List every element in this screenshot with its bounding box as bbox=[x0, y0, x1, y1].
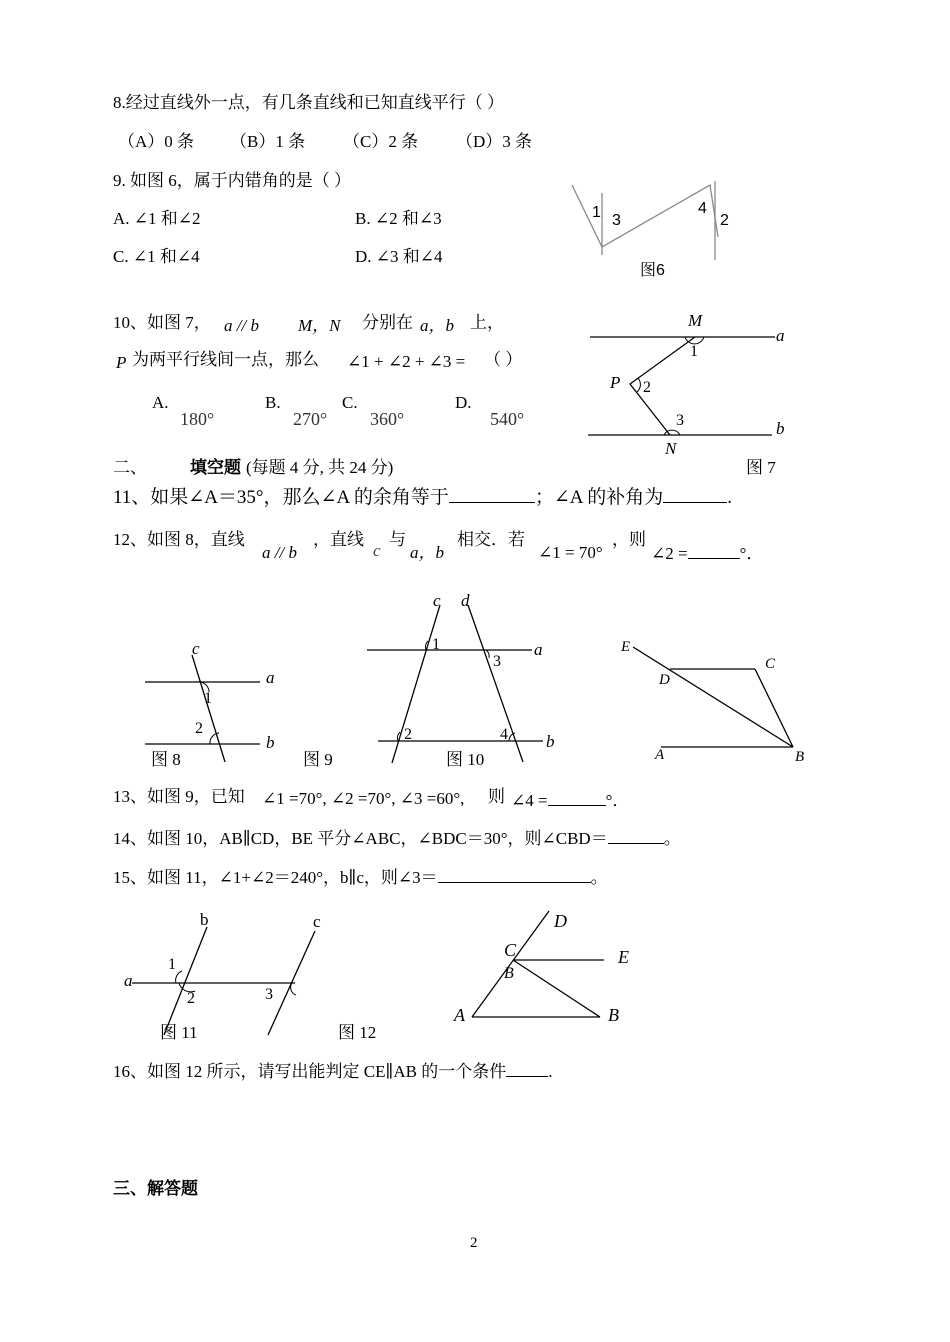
q11: 11、如果∠A＝35°，那么∠A 的余角等于 ；∠A 的补角为 . bbox=[113, 487, 732, 508]
figure-6 bbox=[560, 175, 760, 285]
fig9-a: a bbox=[534, 640, 543, 659]
q10-text1-end: 上， bbox=[470, 313, 504, 332]
fig9-caption: 图 9 bbox=[303, 750, 333, 769]
q11-blank-2[interactable] bbox=[663, 486, 727, 503]
q10-p: P bbox=[116, 353, 127, 372]
fig9-d: d bbox=[461, 591, 470, 610]
fig11-c: c bbox=[313, 912, 321, 931]
fig8-2: 2 bbox=[195, 720, 203, 737]
fig9-2: 2 bbox=[404, 726, 412, 743]
fig6-caption: 图6 bbox=[640, 262, 665, 279]
q8-option-b: （B）1 条 bbox=[230, 132, 306, 151]
figure-9 bbox=[300, 590, 565, 775]
fig7-caption: 图 7 bbox=[746, 458, 776, 477]
fig11-caption: 图 11 bbox=[160, 1023, 198, 1042]
fig10-C: C bbox=[765, 656, 776, 672]
fig6-label-2: 2 bbox=[720, 212, 729, 229]
fig12-caption: 图 12 bbox=[338, 1023, 377, 1042]
q10-option-b: B. bbox=[265, 393, 281, 412]
fig7-b: b bbox=[776, 419, 785, 438]
q9-option-c: C. ∠1 和∠4 bbox=[113, 247, 200, 266]
fig7-3: 3 bbox=[676, 412, 684, 429]
section3-title: 三、解答题 bbox=[113, 1179, 198, 1198]
fig9-b: b bbox=[546, 732, 555, 751]
page-number: 2 bbox=[470, 1235, 478, 1251]
fig8-a: a bbox=[266, 668, 275, 687]
fig11-1: 1 bbox=[168, 956, 176, 973]
q16: 16、如图 12 所示，请写出能判定 CE∥AB 的一个条件 . bbox=[113, 1062, 553, 1081]
fig7-M: M bbox=[688, 311, 703, 330]
fig12-B: B bbox=[608, 1005, 619, 1025]
fig10-B: B bbox=[795, 749, 805, 765]
q13-angle4: ∠4 = °． bbox=[511, 791, 630, 810]
q14: 14、如图 10，AB∥CD，BE 平分∠ABC，∠BDC＝30°，则∠CBD＝ 。 bbox=[113, 829, 681, 848]
q10-value-b: 270° bbox=[293, 409, 328, 429]
q8-stem: 8.经过直线外一点，有几条直线和已知直线平行（ ） bbox=[113, 93, 504, 112]
q15-blank[interactable] bbox=[438, 866, 591, 883]
fig9-c: c bbox=[433, 591, 441, 610]
q8-option-d: （D）3 条 bbox=[456, 132, 533, 151]
fig11-b: b bbox=[200, 910, 209, 929]
q10-paren: （ ） bbox=[484, 350, 523, 369]
q14-blank[interactable] bbox=[608, 827, 664, 844]
fig8-1: 1 bbox=[204, 690, 212, 707]
figure-11 bbox=[120, 905, 340, 1045]
q10-prefix: 10、如图 7， bbox=[113, 313, 211, 332]
q10-value-d: 540° bbox=[490, 409, 525, 429]
fig11-2: 2 bbox=[187, 990, 195, 1007]
q10-option-d: D. bbox=[455, 393, 472, 412]
fig12-C: C bbox=[504, 940, 517, 960]
fig12-D: D bbox=[554, 911, 567, 931]
section2-num: 二、 bbox=[113, 458, 147, 477]
fig9-3: 3 bbox=[493, 653, 501, 670]
fig6-label-1: 1 bbox=[592, 204, 601, 221]
fig7-P: P bbox=[610, 373, 621, 392]
fig8-b: b bbox=[266, 733, 275, 752]
q12-prefix: 12、如图 8，直线 bbox=[113, 530, 245, 549]
q10-text1: 分别在 bbox=[362, 313, 413, 332]
q10-expr: ∠1 + ∠2 + ∠3 = bbox=[347, 352, 466, 371]
fig7-a: a bbox=[776, 326, 785, 345]
fig8-caption: 图 8 bbox=[151, 750, 181, 769]
q12-parallel: a // b bbox=[262, 543, 297, 562]
figure-12 bbox=[448, 905, 643, 1030]
q12-c: c bbox=[373, 541, 381, 560]
q10-option-c: C. bbox=[342, 393, 358, 412]
q10-text2: 为两平行线间一点，那么 bbox=[132, 350, 319, 369]
fig6-label-4: 4 bbox=[698, 200, 707, 217]
q16-blank[interactable] bbox=[506, 1060, 548, 1077]
q10-value-a: 180° bbox=[180, 409, 215, 429]
fig11-3: 3 bbox=[265, 986, 273, 1003]
fig8-c: c bbox=[192, 639, 200, 658]
q12-mid1: ，直线 bbox=[313, 530, 364, 549]
q12-blank[interactable] bbox=[688, 542, 740, 559]
fig10-D: D bbox=[659, 672, 670, 688]
fig11-a: a bbox=[124, 971, 133, 990]
fig7-N: N bbox=[665, 439, 677, 458]
figure-7 bbox=[580, 306, 800, 481]
fig12-A: A bbox=[454, 1005, 465, 1025]
fig7-1: 1 bbox=[690, 343, 698, 360]
fig6-label-3: 3 bbox=[612, 212, 621, 229]
q12-mid2: 与 bbox=[389, 530, 406, 549]
fig9-4: 4 bbox=[500, 726, 508, 743]
q12-mid4: ，则 bbox=[612, 530, 646, 549]
q13-cond: ∠1 =70°, ∠2 =70°, ∠3 =60°, bbox=[262, 789, 465, 808]
q12-mid3: 相交．若 bbox=[457, 530, 525, 549]
figure-8 bbox=[140, 635, 305, 775]
section2-note: (每题 4 分, 共 24 分) bbox=[246, 458, 394, 477]
q8-option-a: （A）0 条 bbox=[118, 132, 195, 151]
q8-option-c: （C）2 条 bbox=[343, 132, 419, 151]
q12-angle2: ∠2 = °． bbox=[651, 544, 764, 563]
figure-10 bbox=[615, 635, 815, 770]
section2-title: 填空题 bbox=[190, 458, 241, 477]
q11-blank-1[interactable] bbox=[449, 486, 535, 503]
fig12-B-top: B bbox=[504, 965, 514, 982]
fig12-E: E bbox=[618, 947, 629, 967]
fig10-caption: 图 10 bbox=[446, 750, 485, 769]
q12-angle1: ∠1 = 70° bbox=[538, 543, 603, 562]
q15: 15、如图 11，∠1+∠2＝240°，b∥c，则∠3＝ 。 bbox=[113, 868, 608, 887]
fig10-A: A bbox=[655, 747, 665, 763]
fig10-E: E bbox=[621, 639, 631, 655]
q10-mn: M，N bbox=[298, 316, 341, 335]
q13-then: 则 bbox=[488, 787, 505, 806]
fig7-2: 2 bbox=[643, 379, 651, 396]
q9-option-d: D. ∠3 和∠4 bbox=[355, 247, 443, 266]
fig9-1: 1 bbox=[432, 636, 440, 653]
q9-stem: 9. 如图 6，属于内错角的是（ ） bbox=[113, 171, 351, 190]
q13-prefix: 13、如图 9，已知 bbox=[113, 787, 245, 806]
q10-option-a: A. bbox=[152, 393, 169, 412]
q10-value-c: 360° bbox=[370, 409, 405, 429]
q10-parallel: a // b bbox=[224, 316, 259, 335]
q9-option-b: B. ∠2 和∠3 bbox=[355, 209, 442, 228]
q10-ab: a，b bbox=[420, 316, 454, 335]
q9-option-a: A. ∠1 和∠2 bbox=[113, 209, 201, 228]
q12-ab: a，b bbox=[410, 543, 444, 562]
q13-blank[interactable] bbox=[548, 789, 606, 806]
